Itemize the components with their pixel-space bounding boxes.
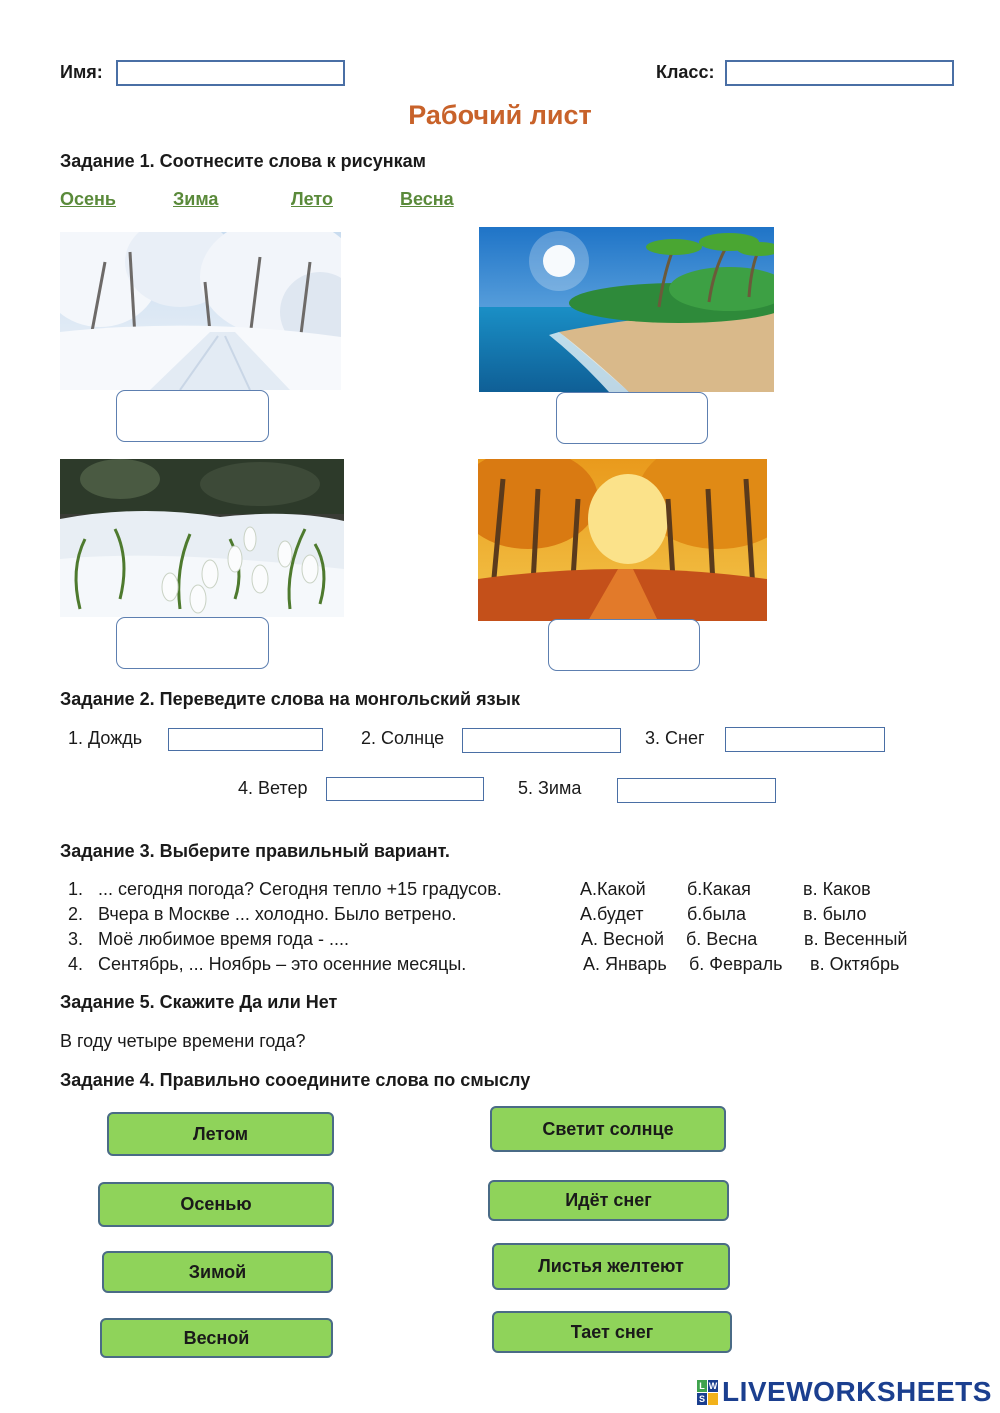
- logo-block: [708, 1393, 718, 1405]
- choice-option-a[interactable]: А. Январь: [583, 954, 667, 974]
- choice-option-c[interactable]: в. Каков: [803, 879, 871, 899]
- translate-label-1: 1. Дождь: [68, 728, 143, 748]
- choice-row-num: 2.: [68, 904, 84, 924]
- class-input[interactable]: [725, 60, 954, 86]
- match-left-zimoj[interactable]: Зимой: [102, 1251, 333, 1293]
- match-right-idet-sneg[interactable]: Идёт снег: [488, 1180, 729, 1221]
- class-label: Класс:: [656, 62, 715, 82]
- translate-label-5: 5. Зима: [518, 778, 582, 798]
- liveworksheets-logo-icon: [697, 1380, 719, 1406]
- choice-option-c[interactable]: в. Весенный: [804, 929, 908, 949]
- translate-input-1[interactable]: [168, 728, 323, 751]
- choice-option-c[interactable]: в. Октябрь: [810, 954, 900, 974]
- match-left-osenyu[interactable]: Осенью: [98, 1182, 334, 1227]
- task5-heading: Задание 5. Скажите Да или Нет: [60, 992, 338, 1012]
- choice-row-text: Моё любимое время года - ....: [98, 929, 349, 949]
- translate-input-2[interactable]: [462, 728, 621, 753]
- logo-letter-w: W: [708, 1381, 718, 1391]
- translate-label-3: 3. Снег: [645, 728, 705, 748]
- task3-heading: Задание 3. Выберите правильный вариант.: [60, 841, 450, 861]
- season-word-autumn[interactable]: Осень: [60, 189, 116, 209]
- choice-option-c[interactable]: в. было: [803, 904, 867, 924]
- autumn-forest-photo: [478, 459, 767, 621]
- match-left-vesnoj[interactable]: Весной: [100, 1318, 333, 1358]
- logo-letter-s: S: [698, 1394, 705, 1404]
- tropical-beach-photo: [479, 227, 774, 392]
- logo-letter-l: L: [697, 1380, 707, 1392]
- name-label: Имя:: [60, 62, 103, 82]
- match-right-svetit-solnce[interactable]: Светит солнце: [490, 1106, 726, 1152]
- choice-option-b[interactable]: б.Какая: [687, 879, 751, 899]
- choice-option-b[interactable]: б.была: [687, 904, 747, 924]
- snowdrops-photo: [60, 459, 344, 617]
- snowy-forest-photo: [60, 232, 341, 390]
- choice-option-a[interactable]: А. Весной: [581, 929, 665, 949]
- translate-input-4[interactable]: [326, 777, 484, 801]
- liveworksheets-brand: LIVEWORKSHEETS: [722, 1376, 992, 1407]
- task4-heading: Задание 4. Правильно сооедините слова по смыслу: [60, 1070, 531, 1090]
- translate-label-4: 4. Ветер: [238, 778, 308, 798]
- match-left-leto[interactable]: Летом: [107, 1112, 334, 1156]
- name-input[interactable]: [116, 60, 345, 86]
- answer-box-4[interactable]: [548, 619, 700, 671]
- season-word-spring[interactable]: Весна: [400, 189, 454, 209]
- page-title: Рабочий лист: [408, 100, 592, 130]
- choice-option-a[interactable]: А.Какой: [580, 879, 646, 899]
- season-word-summer[interactable]: Лето: [291, 189, 333, 209]
- choice-row-text: ... сегодня погода? Сегодня тепло +15 градусов.: [98, 879, 502, 899]
- choice-row-text: Вчера в Москве ... холодно. Было ветрено.: [98, 904, 457, 924]
- choice-row-text: Сентябрь, ... Ноябрь – это осенние месяцы.: [98, 954, 467, 974]
- choice-row-num: 4.: [68, 954, 84, 974]
- answer-box-2[interactable]: [556, 392, 708, 444]
- task5-question: В году четыре времени года?: [60, 1031, 306, 1051]
- choice-row-num: 1.: [68, 879, 84, 899]
- season-word-winter[interactable]: Зима: [173, 189, 219, 209]
- answer-box-3[interactable]: [116, 617, 269, 669]
- answer-box-1[interactable]: [116, 390, 269, 442]
- translate-label-2: 2. Солнце: [361, 728, 445, 748]
- translate-input-3[interactable]: [725, 727, 885, 752]
- choice-option-b[interactable]: б. Весна: [686, 929, 758, 949]
- translate-input-5[interactable]: [617, 778, 776, 803]
- task2-heading: Задание 2. Переведите слова на монгольский язык: [60, 689, 520, 709]
- match-right-listya-zhelteyut[interactable]: Листья желтеют: [492, 1243, 730, 1290]
- match-right-taet-sneg[interactable]: Тает снег: [492, 1311, 732, 1353]
- choice-row-num: 3.: [68, 929, 84, 949]
- task1-heading: Задание 1. Соотнесите слова к рисункам: [60, 151, 426, 171]
- choice-option-a[interactable]: А.будет: [580, 904, 644, 924]
- choice-option-b[interactable]: б. Февраль: [689, 954, 783, 974]
